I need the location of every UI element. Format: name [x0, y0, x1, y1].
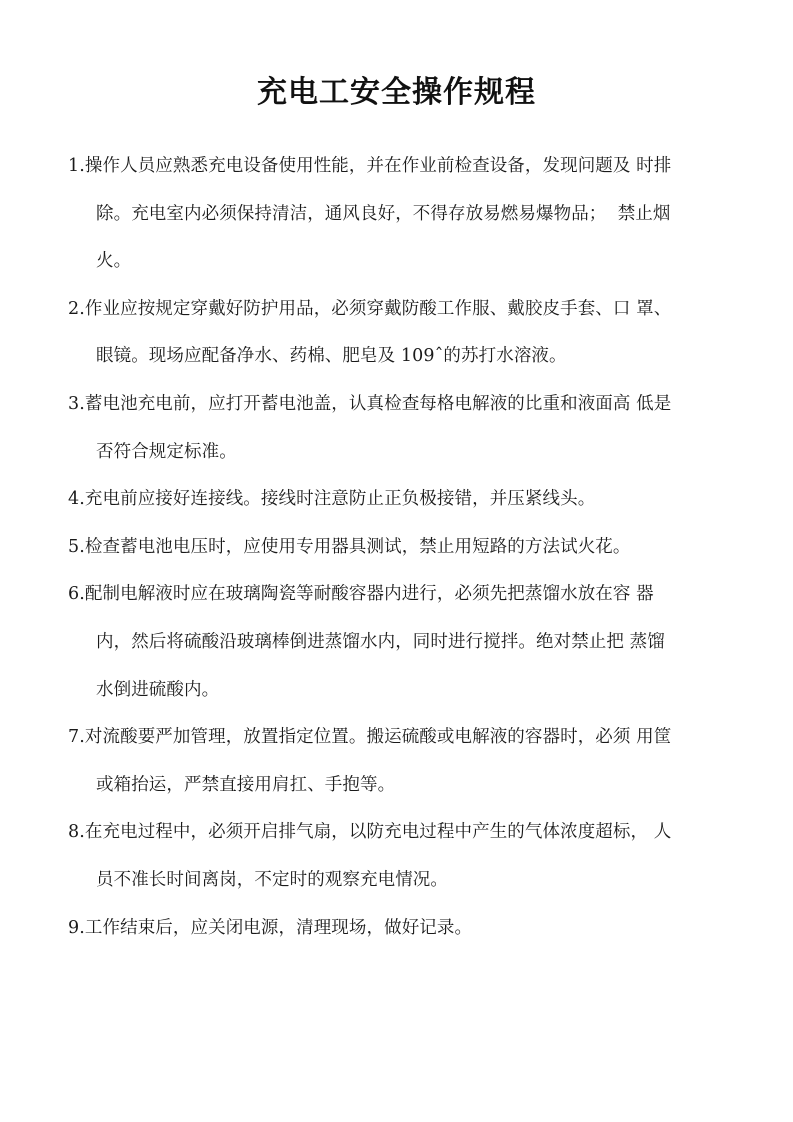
- list-item: [68, 286, 734, 381]
- list-item-continuation-line: 水倒进硫酸内。: [96, 679, 220, 700]
- list-item-continuation-line: 内，然后将硫酸沿玻璃棒倒进蒸馏水内，同时进行搅拌。绝对禁止把 蒸馏: [96, 631, 665, 652]
- list-item: [68, 524, 734, 572]
- list-item-first-line: 6.配制电解液时应在玻璃陶瓷等耐酸容器内进行，必须先把蒸馏水放在容 器: [68, 584, 654, 605]
- regulation-list: [68, 143, 734, 952]
- list-item: [68, 809, 734, 904]
- page-title: 充电工安全操作规程: [257, 75, 536, 110]
- list-item: [68, 381, 734, 476]
- list-item-first-line: 9.工作结束后，应关闭电源，清理现场，做好记录。: [68, 917, 473, 938]
- list-item: [68, 143, 734, 286]
- list-item: [68, 571, 734, 714]
- list-item-continuation-line: 员不准长时间离岗，不定时的观察充电情况。: [96, 869, 448, 890]
- list-item: [68, 714, 734, 809]
- list-item: [68, 905, 734, 953]
- list-item-continuation-line: 火。: [96, 251, 132, 272]
- list-item-first-line: 1.操作人员应熟悉充电设备使用性能，并在作业前检查设备，发现问题及 时排: [68, 156, 672, 176]
- list-item-first-line: 7.对流酸要严加管理，放置指定位置。搬运硫酸或电解液的容器时，必须 用筐: [68, 727, 672, 748]
- list-item-continuation-line: 除。充电室内必须保持清洁，通风良好，不得存放易燃易爆物品； 禁止烟: [96, 203, 671, 224]
- list-item-continuation-line: 或箱抬运，严禁直接用肩扛、手抱等。: [96, 774, 396, 795]
- list-item-continuation-line: 否符合规定标准。: [96, 441, 237, 462]
- list-item-first-line: 4.充电前应接好连接线。接线时注意防止正负极接错，并压紧线头。: [68, 489, 596, 510]
- list-item: [68, 476, 734, 524]
- list-item-first-line: 8.在充电过程中，必须开启排气扇，以防充电过程中产生的气体浓度超标， 人: [68, 822, 672, 843]
- list-item-first-line: 2.作业应按规定穿戴好防护用品，必须穿戴防酸工作服、戴胶皮手套、口 罩、: [68, 298, 672, 319]
- list-item-continuation-line: 眼镜。现场应配备净水、药棉、肥皂及 109ˆ的苏打水溶液。: [96, 346, 567, 367]
- list-item-first-line: 3.蓄电池充电前，应打开蓄电池盖，认真检查每格电解液的比重和液面高 低是: [68, 393, 672, 414]
- list-item-first-line: 5.检查蓄电池电压时，应使用专用器具测试，禁止用短路的方法试火花。: [68, 536, 631, 557]
